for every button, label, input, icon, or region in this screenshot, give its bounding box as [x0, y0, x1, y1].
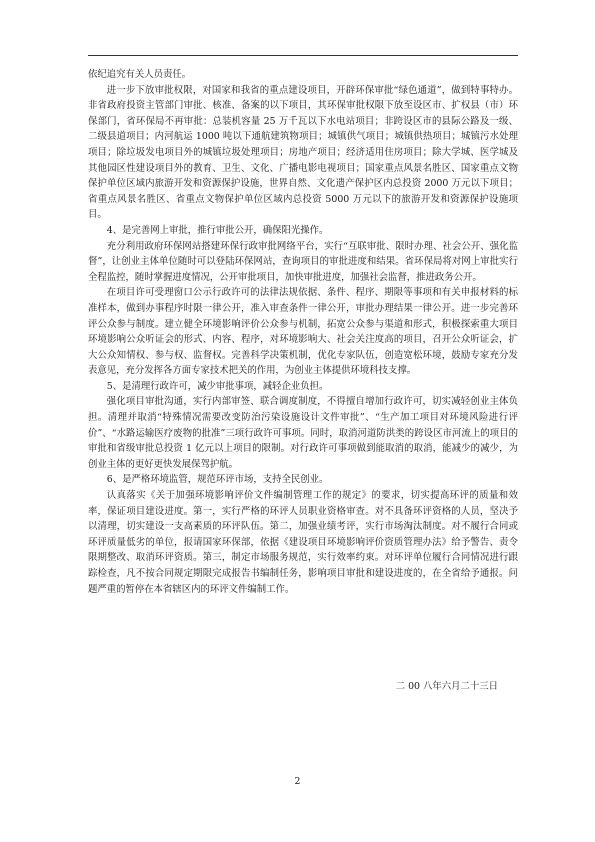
section-heading: 4、是完善网上审批，推行审批公开，确保阳光操作。 [106, 224, 329, 236]
paragraph: 认真落实《关于加强环境影响评价文件编制管理工作的规定》的要求，切实提高环评的质量和效率，保证项目建设进度。第一，实行严格的环评人员职业资格审查。对不具备环评资格的人员，坚决予以清理，切实建设一支高素质的环评队伍。第二，加强业绩考评，实行市场淘汰制度。对不履行合同或环评质量低劣的单位，报请国家环保部，依据《建设项目环境影响评价资质管理办法》给予警告、责令限期整改、取消环评资质。第三，制定市场服务规范，实行效率约束。对环评单位履行合同情况进行跟踪检查，凡不按合同规定期限完成报告书编制任务，影响项目审批和建设进度的，在全省给予通报。问题严重的暂停在本省辖区内的环评文件编制工作。 [88, 490, 518, 595]
header-rule [88, 55, 518, 56]
section-heading: 6、是严格环境监管，规范环评市场，支持全民创业。 [106, 474, 329, 486]
paragraph: 进一步下放审批权限，对国家和我省的重点建设项目，开辟环保审批“绿色通道”，做到特事特办。非省政府投资主管部门审批、核准、备案的以下项目，其环保审批权限下放至设区市、扩权县（市）环保部门，省环保局不再审批：总装机容量 25 万千瓦以下水电站项目；非跨设区市的县际公路及一级、二级县道项目；内河航运 1000 吨以下通航建筑物项目；城镇供气项目；城镇供热项目；城镇污水处理项目；除垃圾发电项目外的城镇垃圾处理项目；房地产项目；经济适用住房项目；除大学城、医学城及其他园区性建设项目外的教育、卫生、文化、广播电影电视项目；国家重点风景名胜区、国家重点文物保护单位区域内旅游开发和资源保护设施，世界自然、文化遗产保护区内总投资 2000 万元以下项目；省重点风景名胜区、省重点文物保护单位区域内总投资 5000 万元以下的旅游开发和资源保护设施项目。 [88, 84, 518, 221]
paragraph: 充分利用政府环保网站搭建环保行政审批网络平台，实行“互联审批、限时办理、社会公开、强化监督”，让创业主体单位随时可以登陆环保网站，查询项目的审批进度和结果。省环保局将对网上审批实行全程监控，随时掌握进度情况，公开审批项目，加快审批进度，加强社会监督，推进政务公开。 [88, 240, 518, 283]
document-body [88, 67, 518, 597]
paragraph: 依纪追究有关人员责任。 [88, 69, 192, 80]
document-date: 二 00 八年六月二十三日 [395, 681, 498, 692]
section-heading: 5、是清理行政许可，减少审批事项，减轻企业负担。 [106, 380, 329, 392]
paragraph: 在项目许可受理窗口公示行政许可的法律法规依据、条件、程序、期限等事项和有关申报材料的标准样本，做到办事程序时限一律公开，准入审查条件一律公开，审批办理结果一律公开。进一步完善环评公众参与制度。建立健全环境影响评价公众参与机制，拓宽公众参与渠道和形式，积极探索重大项目环境影响公众听证会的形式、内容、程序，对环境影响大、社会关注度高的项目，召开公众听证会，扩大公众知情权、参与权、监督权。完善科学决策机制，优化专家队伍，创造宽松环境，鼓励专家充分发表意见，充分发挥各方面专家技术把关的作用，为创业主体提供环境科技支撑。 [88, 287, 518, 377]
page-number: 2 [294, 776, 301, 787]
paragraph: 强化项目审批沟通，实行内部审签、联合调度制度，不得擅自增加行政许可，切实减轻创业主体负担。清理并取消“特殊情况需要改变防治污染设施设计文件审批”、“生产加工项目对环境风险进行评价”、“水路运输医疗废物的批准”三项行政许可事项。同时，取消河道防洪类的跨设区市河流上的项目的审批和省级审批总投资 1 亿元以上项目的限制。对行政许可事项做到能取消的取消，能减少的减少，为创业主体的更好更快发展保驾护航。 [88, 396, 518, 470]
